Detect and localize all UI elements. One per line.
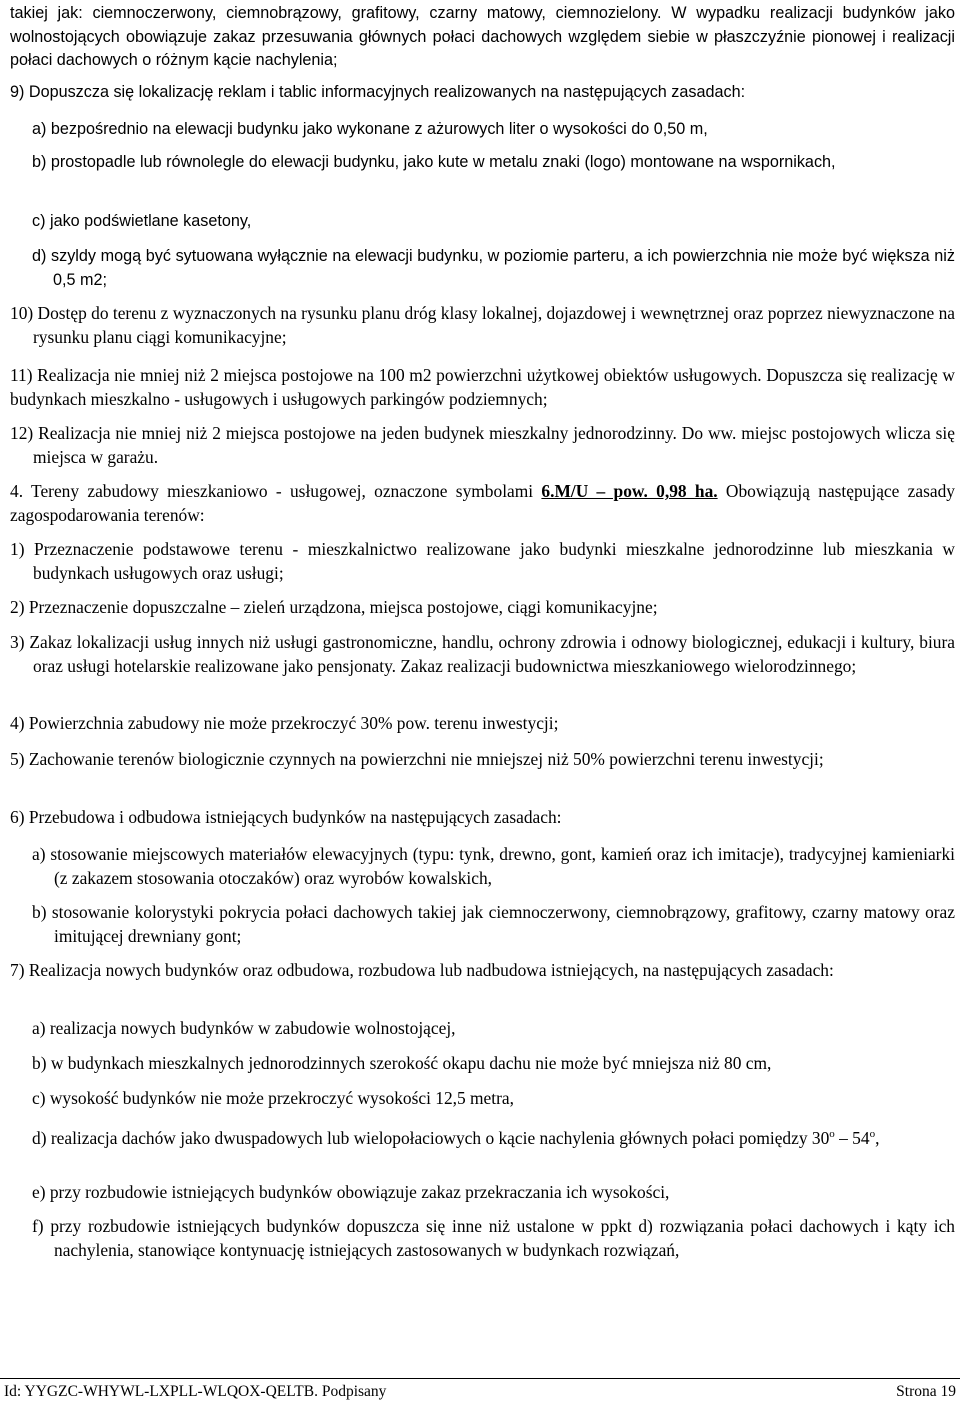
clause-12: 12) Realizacja nie mniej niż 2 miejsca postojowe na jeden budynek mieszkalny jednorodzinny. Do ww. miejsc postojowych wlicza się miejsca w garażu.	[10, 423, 955, 467]
section-4-intro: 4. Tereny zabudowy mieszkaniowo - usługowej, oznaczone symbolami	[10, 481, 542, 501]
paragraph-intro: takiej jak: ciemnoczerwony, ciemnobrązowy, grafitowy, czarny matowy, ciemnozielony. W wypadku realizacji budynków jako wolnostojących obowiązuje zakaz przesuwania głównych połaci dachowych względem siebie w płaszczyźnie pionowej i realizacji połaci dachowych o różnym kącie nachylenia;	[10, 4, 955, 69]
clause-10: 10) Dostęp do terenu z wyznaczonych na rysunku planu dróg klasy lokalnej, dojazdowej i wewnętrznej oraz poprzez niewyznaczone na rysunku planu ciągi komunikacyjne;	[10, 303, 956, 347]
rule-7d-text: d) realizacja dachów jako dwuspadowych lub wielopołaciowych o kącie nachylenia głównych połaci pomiędzy 30	[32, 1127, 830, 1148]
footer-divider	[0, 1378, 960, 1379]
rule-7e: e) przy rozbudowie istniejących budynków obowiązuje zakaz przekraczania ich wysokości,	[32, 1182, 670, 1202]
rule-7: 7) Realizacja nowych budynków oraz odbudowa, rozbudowa lub nadbudowa istniejących, na następujących zasadach:	[10, 960, 834, 980]
rule-6a: a) stosowanie miejscowych materiałów elewacyjnych (typu: tynk, drewno, gont, kamień oraz ich imitacje), tradycyjnej kamieniarki (z zakazem stosowania otoczaków) oraz wyrobów kowalskich,	[32, 844, 955, 888]
clause-9a: a) bezpośrednio na elewacji budynku jako wykonane z ażurowych liter o wysokości do 0,50 m,	[32, 120, 708, 138]
section-4-symbol: 6.M/U – pow. 0,98 ha.	[541, 481, 718, 501]
section-4-rest: Obowiązują następujące zasady zagospodarowania terenów:	[10, 481, 955, 525]
rule-2: 2) Przeznaczenie dopuszczalne – zieleń urządzona, miejsca postojowe, ciągi komunikacyjne;	[10, 597, 658, 617]
footer-document-id: Id: YYGZC-WHYWL-LXPLL-WLQOX-QELTB. Podpisany	[4, 1383, 387, 1400]
degree-mark: o	[829, 1128, 835, 1140]
rule-4: 4) Powierzchnia zabudowy nie może przekroczyć 30% pow. terenu inwestycji;	[10, 713, 559, 733]
footer-page-number: Strona 19	[896, 1383, 956, 1400]
clause-11: 11) Realizacja nie mniej niż 2 miejsca postojowe na 100 m2 powierzchni użytkowej obiektów usługowych. Dopuszcza się realizację w budynkach mieszkalno - usługowych i usługowych parkingów podziemnych;	[10, 365, 955, 409]
clause-9: 9) Dopuszcza się lokalizację reklam i tablic informacyjnych realizowanych na następujących zasadach:	[10, 83, 746, 101]
rule-6: 6) Przebudowa i odbudowa istniejących budynków na następujących zasadach:	[10, 807, 562, 827]
rule-7d	[32, 1123, 955, 1150]
rule-6b: b) stosowanie kolorystyki pokrycia połaci dachowych takiej jak ciemnoczerwony, ciemnobrązowy, grafitowy, czarny matowy oraz imitującej drewniany gont;	[32, 902, 955, 946]
rule-7d-end: ,	[875, 1127, 880, 1148]
clause-9b: b) prostopadle lub równolegle do elewacji budynku, jako kute w metalu znaki (logo) montowane na wspornikach,	[32, 153, 836, 171]
rule-7a: a) realizacja nowych budynków w zabudowie wolnostojącej,	[32, 1018, 456, 1038]
section-4-heading	[10, 480, 955, 527]
clause-9c: c) jako podświetlane kasetony,	[32, 212, 252, 230]
clause-9d: d) szyldy mogą być sytuowana wyłącznie na elewacji budynku, w poziomie parteru, a ich powierzchnia nie może być większa niż 0,5 m2;	[32, 247, 955, 289]
rule-7f: f) przy rozbudowie istniejących budynków dopuszcza się inne niż ustalone w ppkt d) rozwiązania połaci dachowych i kąty ich nachylenia, stanowiące kontynuację istniejących zastosowanych w budynkach rozwiązań,	[32, 1216, 955, 1260]
rule-1: 1) Przeznaczenie podstawowe terenu - mieszkalnictwo realizowane jako budynki mieszkalne jednorodzinne lub mieszkania w budynkach usługowych oraz usługi;	[10, 539, 955, 583]
degree-mark: o	[869, 1128, 876, 1140]
rule-7c: c) wysokość budynków nie może przekroczyć wysokości 12,5 metra,	[32, 1088, 514, 1108]
rule-7d-dash: – 54	[834, 1127, 870, 1148]
rule-5: 5) Zachowanie terenów biologicznie czynnych na powierzchni nie mniejszej niż 50% powierzchni terenu inwestycji;	[10, 749, 824, 769]
rule-7b: b) w budynkach mieszkalnych jednorodzinnych szerokość okapu dachu nie może być mniejsza niż 80 cm,	[32, 1053, 772, 1073]
rule-3: 3) Zakaz lokalizacji usług innych niż usługi gastronomiczne, handlu, ochrony zdrowia i odnowy biologicznej, edukacji i kultury, biura oraz usługi hotelarskie realizowane jako pensjonaty. Zakaz realizacji budownictwa mieszkaniowego wielorodzinnego;	[10, 632, 955, 676]
